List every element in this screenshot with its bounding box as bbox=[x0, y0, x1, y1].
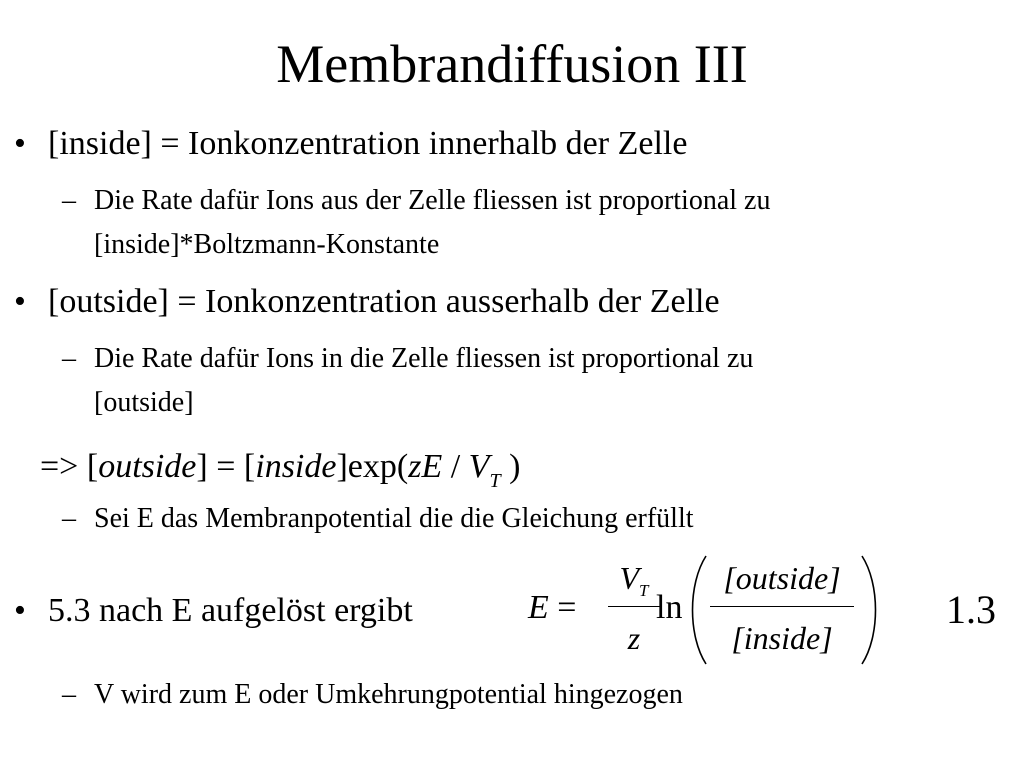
fraction-numerator bbox=[604, 560, 664, 602]
bracket-open: [ bbox=[86, 448, 99, 485]
fraction-denominator: [inside] bbox=[731, 620, 833, 656]
bracket-close: ] bbox=[336, 448, 348, 485]
equals-sign: = bbox=[548, 589, 577, 626]
fraction-denominator: z bbox=[627, 620, 641, 656]
dash-mark: – bbox=[62, 343, 76, 374]
formula-T-subscript: T bbox=[489, 470, 501, 492]
formula-close-paren: ) bbox=[500, 448, 521, 485]
bullet-mark: • bbox=[14, 125, 26, 162]
fraction-concentrations bbox=[706, 554, 858, 666]
sub-bullet-membrane-potential: Sei E das Membranpotential die die Gleichung erfüllt bbox=[94, 503, 694, 534]
formula-V: V bbox=[468, 448, 490, 485]
bullet-solved-for-E: 5.3 nach E aufgelöst ergibt bbox=[48, 592, 413, 629]
bracket-close: ] bbox=[196, 448, 208, 485]
fraction-numerator: [outside] bbox=[723, 560, 841, 596]
bullet-inside-definition: [inside] = Ionkonzentration innerhalb der Zelle bbox=[48, 125, 688, 162]
sub-bullet-inside-rate-line2: [inside]*Boltzmann-Konstante bbox=[94, 229, 440, 260]
formula-outside: outside bbox=[98, 448, 197, 485]
formula-ln: ln bbox=[656, 589, 683, 626]
bullet-mark: • bbox=[14, 592, 26, 629]
bullet-outside-definition: [outside] = Ionkonzentration ausserhalb der Zelle bbox=[48, 283, 720, 320]
formula-zE: zE bbox=[408, 448, 443, 485]
sub-bullet-reversal-potential: V wird zum E oder Umkehrungpotential hingezogen bbox=[94, 679, 683, 710]
formula-T-subscript: T bbox=[639, 581, 649, 600]
sub-bullet-inside-rate-line1: Die Rate dafür Ions aus der Zelle fliessen ist proportional zu bbox=[94, 185, 771, 216]
dash-mark: – bbox=[62, 679, 76, 710]
bracket-open: [ bbox=[243, 448, 256, 485]
sub-bullet-outside-rate-line1: Die Rate dafür Ions in die Zelle fliessen ist proportional zu bbox=[94, 343, 754, 374]
formula-exp: exp( bbox=[347, 448, 409, 485]
nernst-formula bbox=[528, 554, 888, 666]
formula-slash: / bbox=[442, 448, 469, 485]
equals-sign: = bbox=[207, 448, 244, 485]
bullet-mark: • bbox=[14, 283, 26, 320]
slide-title: Membrandiffusion III bbox=[276, 34, 748, 94]
implies-arrow: => bbox=[40, 448, 79, 485]
formula-inside: inside bbox=[255, 448, 337, 485]
fraction-bar bbox=[710, 606, 854, 607]
formula-E: E bbox=[528, 589, 549, 626]
formula-V: V bbox=[619, 560, 640, 596]
fraction-bar bbox=[608, 606, 660, 607]
dash-mark: – bbox=[62, 503, 76, 534]
fraction-VT-over-z bbox=[604, 554, 664, 666]
right-paren bbox=[858, 554, 880, 666]
dash-mark: – bbox=[62, 185, 76, 216]
sub-bullet-outside-rate-line2: [outside] bbox=[94, 387, 194, 418]
boltzmann-formula bbox=[40, 447, 520, 491]
equation-number: 1.3 bbox=[946, 587, 996, 632]
nernst-lhs bbox=[528, 588, 576, 628]
